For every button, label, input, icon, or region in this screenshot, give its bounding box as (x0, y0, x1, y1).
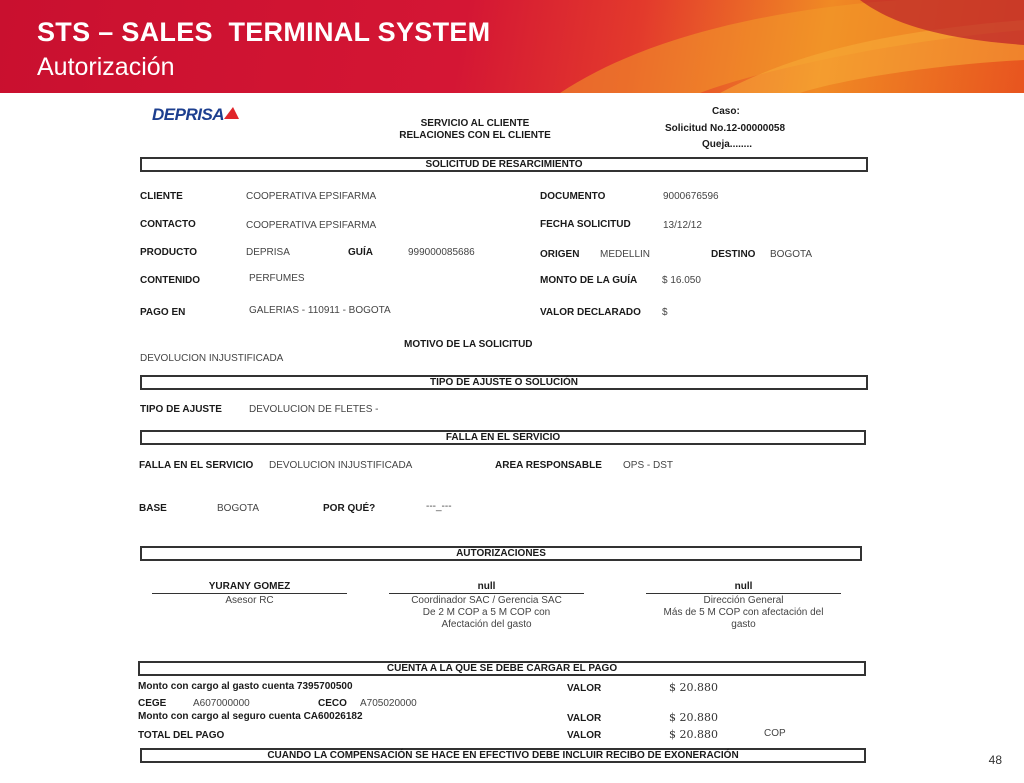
section-resarcimiento: SOLICITUD DE RESARCIMIENTO (140, 157, 868, 172)
auth-role-2-line3: Afectación del gasto (441, 619, 532, 630)
ceco-value: A705020000 (360, 698, 417, 709)
valor-1: $ 20.880 (669, 681, 718, 694)
valor-label-3: VALOR (567, 730, 602, 741)
scanned-document (0, 93, 1024, 783)
area-label: AREA RESPONSABLE (495, 460, 602, 471)
auth-role-3-line2: Más de 5 M COP con afectación del (663, 607, 824, 618)
cliente-label: CLIENTE (140, 191, 183, 202)
section-cuenta: CUENTA A LA QUE SE DEBE CARGAR EL PAGO (138, 661, 866, 676)
cege-label: CEGE (138, 698, 167, 709)
origen-value: MEDELLIN (600, 249, 651, 260)
slide-subtitle: Autorización (37, 53, 175, 81)
documento-label: DOCUMENTO (540, 191, 606, 202)
section-falla: FALLA EN EL SERVICIO (140, 430, 866, 445)
page-number: 48 (988, 753, 1002, 767)
section-ajuste: TIPO DE AJUSTE O SOLUCIÓN (140, 375, 868, 390)
ceco-label: CECO (318, 698, 347, 709)
valor-label-1: VALOR (567, 683, 602, 694)
contacto-label: CONTACTO (140, 219, 196, 230)
slide-header (0, 0, 1024, 93)
porque-value: ---_--- (426, 501, 452, 512)
motivo-label: MOTIVO DE LA SOLICITUD (404, 339, 533, 350)
slide-title: STS – SALES TERMINAL SYSTEM (37, 17, 491, 47)
monto-guia-value: $ 16.050 (662, 275, 701, 286)
auth-role-2-line2: De 2 M COP a 5 M COP con (422, 607, 551, 618)
solicitud-number: Solicitud No.12-00000058 (665, 123, 786, 134)
section-footer-note: CUANDO LA COMPENSACIÓN SE HACE EN EFECTIVO DEBE INCLUIR RECIBO DE EXONERACIÓN (140, 748, 866, 763)
documento-value: 9000676596 (663, 191, 719, 202)
signature-line-2 (389, 593, 584, 594)
contacto-value: COOPERATIVA EPSIFARMA (246, 220, 377, 231)
base-label: BASE (139, 503, 167, 514)
base-value: BOGOTA (217, 503, 260, 514)
contenido-label: CONTENIDO (140, 275, 200, 286)
queja-label: Queja........ (702, 139, 753, 150)
pago-value: GALERIAS - 110911 - BOGOTA (249, 305, 391, 316)
signature-line-1 (152, 593, 347, 594)
deprisa-logo: DEPRISA (152, 105, 225, 124)
signature-line-3 (646, 593, 841, 594)
producto-value: DEPRISA (246, 247, 290, 258)
destino-label: DESTINO (711, 249, 756, 260)
auth-role-1: Asesor RC (225, 595, 274, 606)
destino-value: BOGOTA (770, 249, 813, 260)
auth-role-3-line3: gasto (731, 619, 756, 630)
tipo-ajuste-label: TIPO DE AJUSTE (140, 404, 222, 415)
fecha-value: 13/12/12 (663, 220, 702, 231)
monto-seguro-label: Monto con cargo al seguro cuenta CA60026182 (138, 711, 363, 722)
section-autorizaciones: AUTORIZACIONES (140, 546, 862, 561)
deprisa-logo-mark (224, 106, 240, 120)
pago-label: PAGO EN (140, 307, 186, 318)
falla-label: FALLA EN EL SERVICIO (139, 460, 254, 471)
valor-label-2: VALOR (567, 713, 602, 724)
monto-gasto-label: Monto con cargo al gasto cuenta 7395700500 (138, 681, 353, 692)
auth-name-3: null (734, 581, 753, 592)
falla-value: DEVOLUCION INJUSTIFICADA (269, 460, 413, 471)
valor-2: $ 20.880 (669, 711, 718, 724)
auth-name-1: YURANY GOMEZ (208, 581, 291, 592)
center-title-1: SERVICIO AL CLIENTE (420, 118, 530, 129)
valor-declarado-value: $ (662, 307, 668, 318)
center-title-2: RELACIONES CON EL CLIENTE (399, 130, 551, 141)
motivo-value: DEVOLUCION INJUSTIFICADA (140, 353, 284, 364)
valor-3: $ 20.880 (669, 728, 718, 741)
cege-value: A607000000 (193, 698, 250, 709)
caso-label: Caso: (712, 106, 740, 117)
fecha-label: FECHA SOLICITUD (540, 219, 631, 230)
total-pago-label: TOTAL DEL PAGO (138, 730, 225, 741)
origen-label: ORIGEN (540, 249, 580, 260)
auth-name-2: null (477, 581, 496, 592)
guia-value: 999000085686 (408, 247, 475, 258)
area-value: OPS - DST (623, 460, 674, 471)
valor-declarado-label: VALOR DECLARADO (540, 307, 641, 318)
cliente-value: COOPERATIVA EPSIFARMA (246, 191, 377, 202)
currency-label: COP (764, 728, 786, 739)
producto-label: PRODUCTO (140, 247, 198, 258)
auth-role-3-line1: Dirección General (703, 595, 784, 606)
tipo-ajuste-value: DEVOLUCION DE FLETES - (249, 404, 379, 415)
porque-label: POR QUÉ? (323, 503, 376, 514)
guia-label: GUÍA (348, 247, 373, 258)
monto-guia-label: MONTO DE LA GUÍA (540, 275, 638, 286)
auth-role-2-line1: Coordinador SAC / Gerencia SAC (411, 595, 562, 606)
contenido-value: PERFUMES (249, 273, 305, 284)
